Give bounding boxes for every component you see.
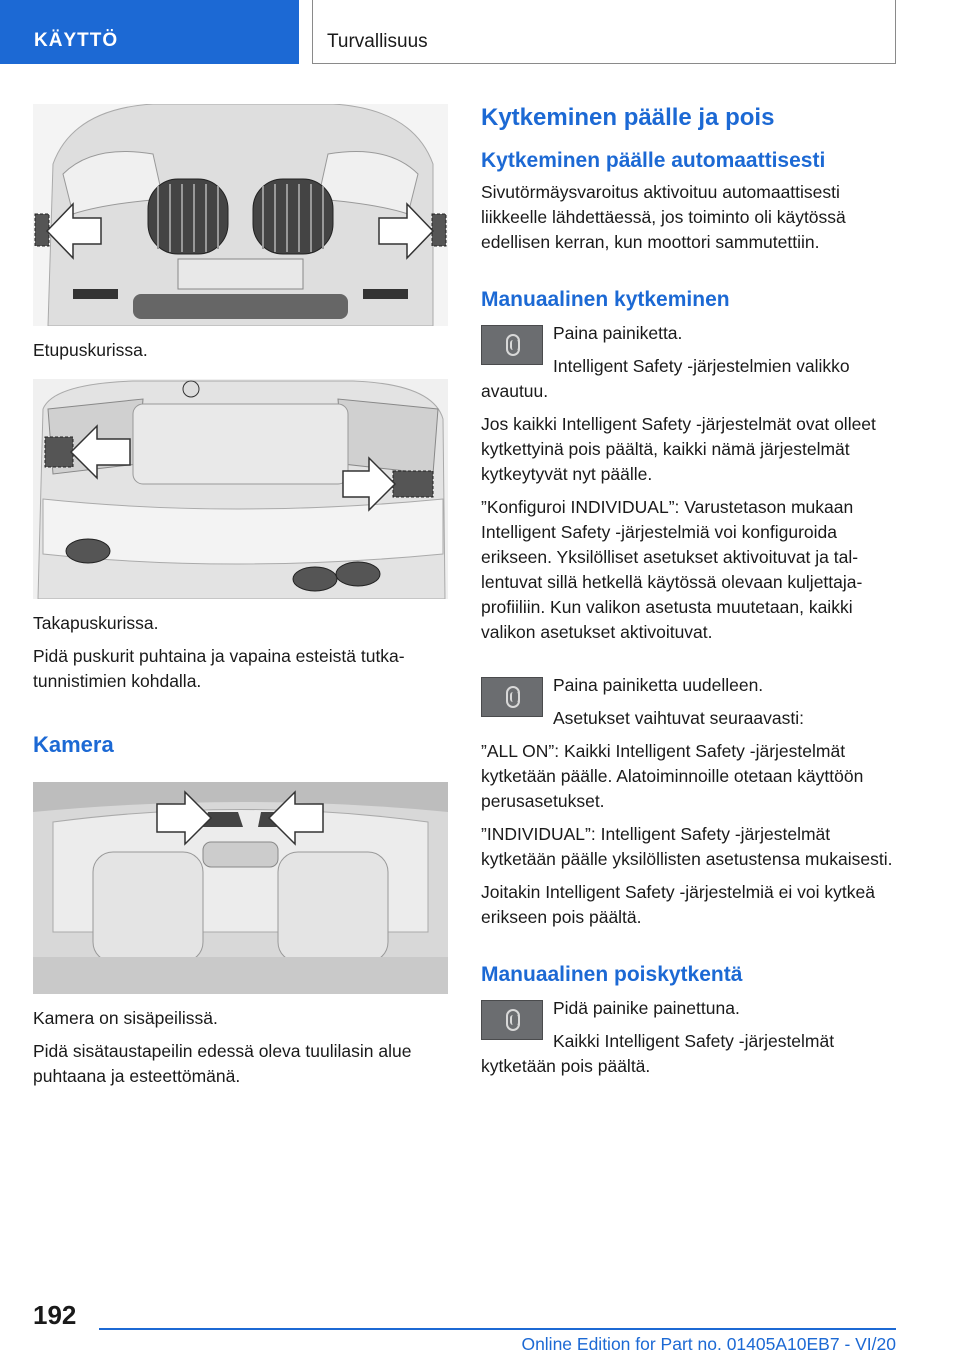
button-step-1 [481,321,897,404]
manual-switch-heading: Manuaalinen kytkeminen [481,288,730,311]
some-systems-text: Joitakin Intelligent Safety -järjestelmiä ei voi kytkeä erikseen pois päältä. [481,882,875,927]
rear-bumper-figure [33,379,448,599]
footer-rule [99,1328,896,1330]
front-bumper-illustration [33,104,448,326]
section-tab [0,0,299,64]
individual-text: ”INDIVIDUAL”: Intelligent Safety -järjestelmät kytketään päälle yksilöllisten asetustensa mukaisesti. [481,824,893,869]
intelligent-safety-button-icon [481,1000,543,1040]
camera-heading: Kamera [33,732,114,757]
intelligent-safety-button-icon [481,325,543,365]
clean-bumpers-text: Pidä puskurit puhtaina ja vapaina esteistä tutkatunnistimien kohdalla. [33,646,405,691]
button-step-2 [481,673,897,731]
camera-figure [33,782,448,994]
step-2-action: Paina painiketta uudelleen. [553,675,764,695]
configure-text: ”Konfiguroi INDIVIDUAL”: Varustetason mukaan Intelligent Safety -järjestelmiä voi konfiguroida erikseen. Yksilölliset asetukset aktivoituvat ja tallentuvat sillä hetkellä käytössä olevaan kuljettajaprofiiliin. Kun valikon asetusta muutetaan, kaikki valikon asetukset aktivoituvat. [481,497,863,642]
rear-bumper-caption: Takapuskurissa. [33,613,159,633]
step-3-action: Pidä painike painettuna. [553,998,740,1018]
footer-edition: Online Edition for Part no. 01405A10EB7 - VI/20 [521,1334,896,1354]
chapter-title: Turvallisuus [327,31,428,52]
all-off-text: Jos kaikki Intelligent Safety -järjestelmät ovat olleet kytkettyinä pois päältä, kaikki nämä järjestelmät kytkeytyvät nyt päälle. [481,414,876,484]
camera-illustration [33,782,448,994]
auto-switch-heading: Kytkeminen päälle automaattisesti [481,149,826,172]
front-bumper-figure [33,104,448,326]
section-title: KÄYTTÖ [34,30,119,51]
rear-bumper-illustration [33,379,448,599]
intelligent-safety-button-icon [481,677,543,717]
front-bumper-caption: Etupuskurissa. [33,340,148,360]
step-1-action: Paina painiketta. [553,323,683,343]
step-3-result: Kaikki Intelligent Safety -järjestelmät kytketään pois päältä. [481,1031,835,1076]
step-1-result: Intelligent Safety -järjestelmien valikko avautuu. [481,356,850,401]
left-column [33,104,448,1089]
page-number: 192 [33,1300,77,1330]
camera-clean-text: Pidä sisätaustapeilin edessä oleva tuulilasin alue puhtaana ja esteettömänä. [33,1041,412,1086]
button-step-3 [481,996,897,1079]
manual-off-heading: Manuaalinen poiskytkentä [481,963,743,986]
auto-switch-text: Sivutörmäysvaroitus aktivoituu automaattisesti liikkeelle lähdettäessä, jos toiminto oli käytössä edellisen kerran, kun moottori sammutettiin. [481,182,846,252]
chapter-tab [312,0,896,64]
all-on-text: ”ALL ON”: Kaikki Intelligent Safety -järjestelmät kytketään päälle. Alatoiminnoille otetaan käyttöön perusasetukset. [481,741,864,811]
switching-heading: Kytkeminen päälle ja pois [481,104,775,131]
step-2-result: Asetukset vaihtuvat seuraavasti: [553,708,804,728]
camera-caption: Kamera on sisäpeilissä. [33,1008,218,1028]
right-column [481,100,897,1079]
